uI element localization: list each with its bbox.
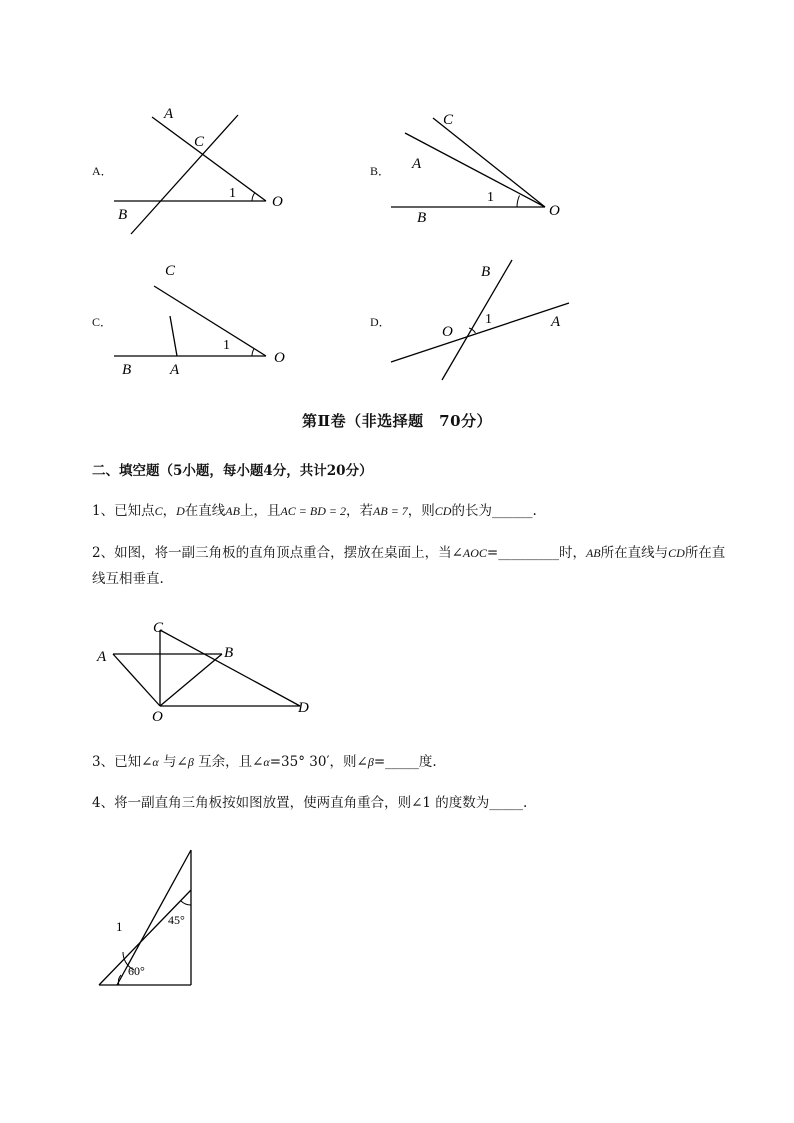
segment-a [170, 316, 177, 356]
angle-1-arc [517, 195, 520, 207]
transversal-line [131, 115, 238, 234]
label-o: O [442, 324, 453, 340]
label-c: C [165, 263, 176, 279]
question-4-figure [95, 845, 205, 995]
option-d-figure [385, 255, 585, 385]
question-number: 2、 [92, 545, 115, 561]
label-angle-1: 1 [116, 919, 123, 934]
question-2: 2、如图，将一副三角板的直角顶点重合，摆放在桌面上，当∠AOC=_________时，AB所在直线与CD所在直线互相垂直. [92, 545, 726, 587]
option-a-figure [110, 100, 300, 240]
label-d: D [298, 700, 309, 716]
line-oa [391, 303, 569, 362]
label-a: A [97, 649, 107, 665]
label-angle-1: 1 [485, 312, 492, 327]
option-c-figure [110, 255, 300, 385]
angle-45-arc [181, 901, 191, 905]
label-b: B [224, 645, 234, 661]
label-b: B [118, 207, 128, 223]
label-angle-1: 1 [223, 338, 230, 353]
label-o: O [152, 709, 163, 725]
label-angle-1: 1 [487, 190, 494, 205]
label-c: C [194, 134, 205, 150]
label-angle-45: 45° [168, 913, 185, 927]
label-angle-1: 1 [229, 186, 236, 201]
option-c-label: C． [92, 315, 113, 329]
option-b-figure [385, 100, 585, 230]
ray-oa [152, 117, 266, 201]
line-ob [442, 260, 512, 380]
label-angle-60: 60° [128, 964, 145, 978]
question-3: 3、已知∠α 与∠β 互余，且∠α=35° 30′，则∠β=_____度. [92, 754, 437, 770]
option-a-label: A． [92, 164, 113, 178]
label-a: A [164, 106, 174, 122]
label-a: A [551, 314, 561, 330]
ray-oa [405, 133, 545, 207]
angle-1-arc [252, 349, 254, 356]
section-title: 第Ⅱ卷（非选择题 70分） [301, 412, 493, 430]
question-number: 1、 [92, 503, 115, 519]
label-a: A [170, 362, 180, 378]
label-b: B [122, 362, 132, 378]
option-b-label: B． [370, 164, 391, 178]
label-c: C [443, 112, 454, 128]
label-b: B [481, 264, 491, 280]
question-1: 1、已知点C，D在直线AB上，且AC = BD = 2，若AB = 7，则CD的长为______. [92, 503, 537, 519]
angle-1-arc [252, 193, 255, 201]
label-c: C [153, 620, 164, 636]
label-b: B [417, 210, 427, 226]
label-o: O [549, 203, 560, 219]
label-o: O [274, 350, 285, 366]
label-a: A [412, 156, 422, 172]
question-number: 3、 [92, 754, 115, 770]
question-number: 4、 [92, 795, 115, 811]
option-d-label: D． [370, 315, 391, 329]
label-o: O [272, 194, 283, 210]
question-2-figure [95, 615, 325, 730]
part-heading: 二、填空题（5小题，每小题4分，共计20分） [92, 463, 373, 479]
question-4: 4、将一副直角三角板按如图放置，使两直角重合，则∠1 的度数为_____. [92, 795, 528, 811]
